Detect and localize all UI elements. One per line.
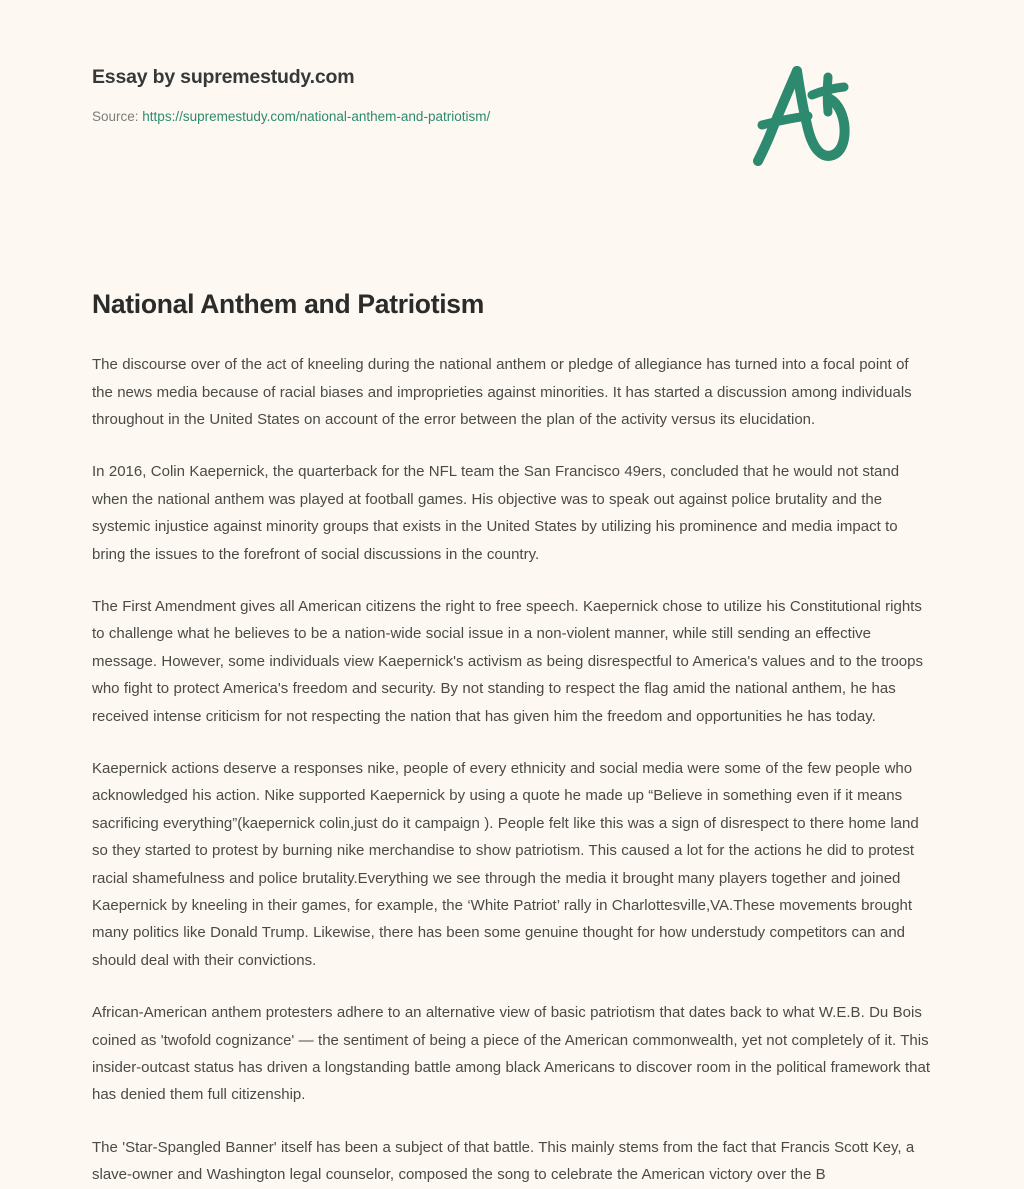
article — [92, 288, 932, 1189]
article-paragraph: The First Amendment gives all American citizens the right to free speech. Kaepernick chose to utilize his Constitutional rights to challenge what he believes to be a nation-wide social issue in a non-violent manner, while still sending an effective message. However, some individuals view Kaepernick's activism as being disrespectful to America's values and to the troops who fight to protect America's freedom and security. By not standing to respect the flag amid the national anthem, he has received intense criticism for not respecting the nation that has given him the freedom and opportunities he has today. — [92, 597, 923, 725]
source-url-link[interactable]: https://supremestudy.com/national-anthem-and-patriotism/ — [142, 109, 491, 125]
article-body — [92, 351, 932, 1189]
essay-byline: Essay by supremestudy.com — [92, 66, 355, 88]
source-label: Source: — [92, 109, 139, 125]
article-paragraph: The 'Star-Spangled Banner' itself has been a subject of that battle. This mainly stems from the fact that Francis Scott Key, a slave-owner and Washington legal counselor, composed the song to celebrate the American victory over the B — [92, 1138, 915, 1184]
article-paragraph: In 2016, Colin Kaepernick, the quarterback for the NFL team the San Francisco 49ers, concluded that he would not stand when the national anthem was played at football games. His objective was to speak out against police brutality and the systemic injustice against minority groups that exists in the United States by utilizing his prominence and media impact to bring the issues to the forefront of social discussions in the country. — [92, 463, 900, 563]
site-header — [92, 0, 932, 190]
article-paragraph: African-American anthem protesters adhere to an alternative view of basic patriotism that dates back to what W.E.B. Du Bois coined as 'twofold cognizance' — the sentiment of being a piece of the American commonwealth, yet not completely of it. This insider-outcast status has driven a longstanding battle among black Americans to discover room in the political framework that has denied them full citizenship. — [92, 1004, 930, 1104]
article-paragraph: The discourse over of the act of kneeling during the national anthem or pledge of allegiance has turned into a focal point of the news media because of racial biases and improprieties against minorities. It has started a discussion among individuals throughout in the United States on account of the error between the plan of the activity versus its elucidation. — [92, 356, 912, 428]
article-paragraph: Kaepernick actions deserve a responses nike, people of every ethnicity and social media were some of the few people who acknowledged his action. Nike supported Kaepernick by using a quote he made up “Believe in something even if it means sacrificing everything”(kaepernick colin,just do it campaign ). People felt like this was a sign of disrespect to there home land so they started to protest by burning nike merchandise to show patriotism. This caused a lot for the actions he did to protest racial shamefulness and police brutality.Everything we see through the media it brought many players together and joined Kaepernick by kneeling in their games, for example, the ‘White Patriot’ rally in Charlottesville,VA.These movements brought many politics like Donald Trump. Likewise, there has been some genuine thought for how understudy competitors can and should deal with their convictions. — [92, 760, 919, 969]
a-plus-logo-icon — [740, 55, 858, 175]
page-title: National Anthem and Patriotism — [92, 289, 484, 319]
